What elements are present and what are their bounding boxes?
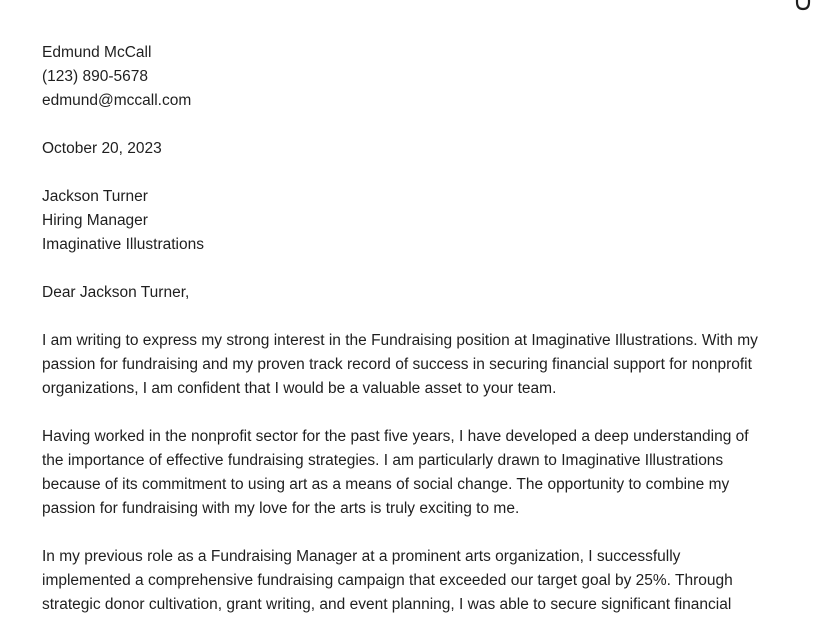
partial-glyph-icon bbox=[795, 0, 811, 12]
body-paragraph-2 bbox=[42, 425, 802, 521]
paragraph-line: implemented a comprehensive fundraising campaign that exceeded our target goal by 25%. Through bbox=[42, 572, 733, 589]
date-block bbox=[42, 137, 802, 161]
recipient-title: Hiring Manager bbox=[42, 212, 148, 229]
sender-block bbox=[42, 41, 802, 113]
salutation-block bbox=[42, 281, 802, 305]
cover-letter bbox=[42, 41, 802, 620]
paragraph-line: passion for fundraising with my love for the arts is truly exciting to me. bbox=[42, 500, 520, 517]
paragraph-line: Having worked in the nonprofit sector for the past five years, I have developed a deep understanding of bbox=[42, 428, 749, 445]
paragraph-line: strategic donor cultivation, grant writing, and event planning, I was able to secure significant financial bbox=[42, 596, 732, 613]
recipient-company: Imaginative Illustrations bbox=[42, 236, 204, 253]
paragraph-line: because of its commitment to using art as a means of social change. The opportunity to combine my bbox=[42, 476, 730, 493]
sender-email: edmund@mccall.com bbox=[42, 92, 192, 109]
paragraph-line: I am writing to express my strong interest in the Fundraising position at Imaginative Illustrations. With my bbox=[42, 332, 758, 349]
body-paragraph-3 bbox=[42, 545, 802, 617]
sender-phone: (123) 890-5678 bbox=[42, 68, 148, 85]
salutation: Dear Jackson Turner, bbox=[42, 284, 190, 301]
paragraph-line: In my previous role as a Fundraising Manager at a prominent arts organization, I successfully bbox=[42, 548, 681, 565]
paragraph-line: the importance of effective fundraising strategies. I am particularly drawn to Imaginative Illustrations bbox=[42, 452, 724, 469]
recipient-block bbox=[42, 185, 802, 257]
recipient-name: Jackson Turner bbox=[42, 188, 148, 205]
body-paragraph-1 bbox=[42, 329, 802, 401]
letter-date: October 20, 2023 bbox=[42, 140, 162, 157]
paragraph-line: passion for fundraising and my proven track record of success in securing financial support for nonprofit bbox=[42, 356, 752, 373]
paragraph-line: organizations, I am confident that I would be a valuable asset to your team. bbox=[42, 380, 557, 397]
sender-name: Edmund McCall bbox=[42, 44, 152, 61]
